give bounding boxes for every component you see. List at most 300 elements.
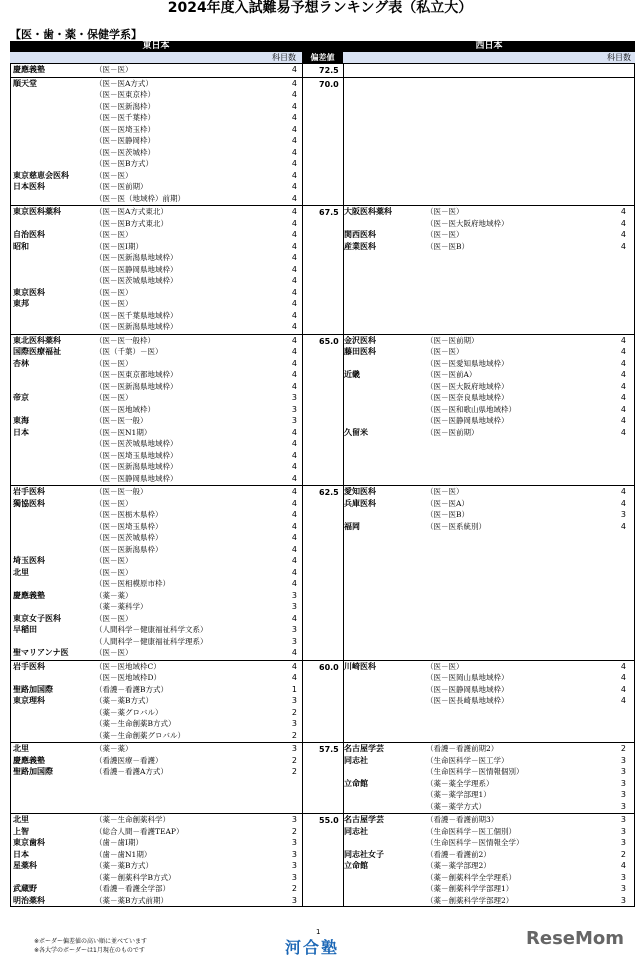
department-name: （医－医N1期） (95, 427, 152, 437)
university-name: 帝京 (13, 393, 29, 402)
subject-count: 4 (291, 673, 297, 682)
department-name: （医－医一般） (95, 487, 148, 496)
university-name: 東京医科 (13, 287, 45, 297)
table-row (13, 369, 303, 381)
department-name: （医－医奈良県地域枠） (426, 393, 509, 402)
subject-count: 4 (291, 241, 297, 251)
university-name: 東京歯科 (13, 838, 45, 847)
deviation-value: 65.0 (319, 336, 339, 346)
table-row (13, 287, 303, 299)
subject-count: 3 (291, 719, 297, 728)
department-name: （医－医） (95, 358, 133, 368)
department-name: （薬－薬全学理系） (426, 778, 494, 788)
subject-count: 4 (620, 370, 626, 379)
table-row (13, 241, 303, 253)
table-row (13, 860, 303, 872)
subject-count: 2 (291, 826, 297, 836)
table-row (13, 206, 303, 218)
university-name: 東邦 (13, 299, 29, 308)
university-name: 聖マリアンナ医 (13, 648, 69, 657)
table-row (13, 837, 303, 849)
table-row (344, 404, 636, 416)
university-name: 藤田医科 (344, 347, 376, 356)
table-row (344, 335, 636, 347)
university-name: 東京理科 (13, 696, 45, 705)
table-row (344, 743, 636, 755)
department-name: （医－医） (95, 556, 133, 565)
deviation-value: 72.5 (319, 66, 339, 75)
subject-count: 4 (620, 347, 626, 356)
department-name: （医－医前期） (95, 182, 148, 191)
subject-count: 1 (291, 684, 297, 694)
subject-count: 4 (620, 218, 626, 228)
department-name: （薬－薬学部理1） (426, 790, 491, 799)
table-row (13, 473, 303, 485)
department-name: （医－医） (95, 393, 133, 402)
subject-count: 4 (291, 473, 297, 483)
subject-count: 4 (620, 207, 626, 216)
east-column (13, 64, 303, 76)
department-name: （医－医新潟県地域枠） (95, 253, 178, 262)
department-name: （医－医A） (426, 498, 469, 508)
table-row (13, 613, 303, 625)
subject-count: 2 (291, 884, 297, 893)
university-name: 東海 (13, 416, 29, 425)
department-name: （医－医） (426, 230, 464, 239)
subject-count: 4 (291, 170, 297, 180)
subject-count: 2 (620, 744, 626, 753)
table-row (344, 837, 636, 849)
table-row (13, 218, 303, 230)
subject-count: 4 (291, 276, 297, 285)
department-name: （医－医栃木県枠） (95, 510, 163, 519)
west-header: 西日本 (343, 41, 635, 52)
table-row (13, 814, 303, 826)
department-name: （医－医前A） (426, 370, 477, 379)
department-name: （薬－薬学方式） (426, 801, 486, 811)
table-row (344, 872, 636, 884)
page-title: 2024年度入試難易予想ランキング表（私立大） (167, 0, 473, 16)
subject-count: 3 (291, 625, 297, 634)
subject-count: 4 (620, 230, 626, 239)
subject-count: 3 (291, 861, 297, 870)
subject-count: 3 (291, 815, 297, 824)
university-name: 名古屋学芸 (344, 744, 384, 753)
department-name: （医－医東京枠） (95, 90, 155, 99)
department-name: （医－医静岡枠） (95, 136, 155, 145)
deviation-value: 60.0 (319, 662, 339, 672)
subject-count: 4 (291, 310, 297, 320)
department-name: （薬－薬） (95, 590, 133, 600)
table-row (344, 509, 636, 521)
table-row (13, 707, 303, 719)
subject-count: 4 (291, 648, 297, 657)
subject-count: 4 (291, 521, 297, 531)
department-name: （医－医（地域枠）前期） (95, 193, 185, 203)
subject-count: 4 (620, 381, 626, 391)
subject-count: 4 (620, 404, 626, 414)
table-row (344, 346, 636, 358)
subject-count: 3 (620, 838, 626, 847)
subject-count: 4 (291, 159, 297, 168)
department-name: （医－医B） (426, 510, 470, 519)
department-name: （医－医A方式東北） (95, 207, 168, 216)
table-row (13, 532, 303, 544)
university-name: 大阪医科薬科 (344, 207, 392, 216)
subject-count: 4 (291, 124, 297, 134)
table-row (344, 369, 636, 381)
department-name: （薬－薬学部理2） (426, 861, 491, 870)
department-name: （医－医一般枠） (95, 335, 155, 345)
table-row (13, 450, 303, 462)
department-name: （薬－生命創薬グロバル） (95, 730, 185, 740)
university-name: 久留米 (344, 427, 368, 437)
department-name: （医－医茨城枠） (95, 147, 155, 157)
table-row (344, 672, 636, 684)
table-row (344, 521, 636, 533)
subject-count: 3 (291, 696, 297, 705)
west-column (344, 814, 636, 906)
university-name: 北里 (13, 815, 29, 824)
table-row (13, 193, 303, 205)
table-row (13, 358, 303, 370)
table-row (13, 438, 303, 450)
east-column (13, 335, 303, 485)
subject-count: 4 (620, 696, 626, 705)
department-name: （薬－生命創薬B方式） (95, 719, 176, 728)
subject-count: 3 (291, 838, 297, 847)
subject-count: 3 (620, 778, 626, 788)
table-row (344, 486, 636, 498)
university-name: 北里 (13, 744, 29, 753)
department-name: （薬－薬科学） (95, 602, 148, 611)
subject-count: 4 (291, 567, 297, 577)
university-name: 東京医科薬科 (13, 207, 61, 216)
deviation-group (10, 63, 635, 77)
section-title: 【医・歯・薬・保健学系】 (10, 28, 142, 41)
table-row (13, 578, 303, 590)
department-name: （医－医埼玉枠） (95, 124, 155, 134)
department-name: （看護医療－看護） (95, 755, 163, 765)
subject-count: 4 (291, 113, 297, 122)
subject-count: 3 (620, 815, 626, 824)
department-name: （医－医静岡県地域枠） (426, 416, 509, 425)
department-name: （医－医B方式東北） (95, 218, 169, 228)
department-name: （薬－創薬科学学部理2） (426, 895, 514, 905)
table-row (13, 229, 303, 241)
subject-count: 4 (620, 241, 626, 251)
department-name: （医－医相模原市枠） (95, 579, 170, 588)
department-name: （医－医埼玉県地域枠） (95, 450, 178, 460)
resemom-logo (526, 928, 624, 949)
subject-count: 4 (291, 230, 297, 239)
subject-count: 3 (291, 404, 297, 414)
department-name: （医－医千葉県地域枠） (95, 310, 178, 320)
university-name: 埼玉医科 (13, 556, 45, 565)
table-row (13, 181, 303, 193)
subject-count: 4 (291, 101, 297, 111)
table-row (344, 241, 636, 253)
footnotes (34, 937, 147, 955)
university-name: 東京慈恵会医科 (13, 170, 69, 180)
subject-count: 2 (620, 849, 626, 859)
subject-count: 3 (291, 744, 297, 753)
table-row (13, 335, 303, 347)
table-row (13, 124, 303, 136)
subject-count: 4 (291, 253, 297, 262)
table-row (13, 112, 303, 124)
department-name: （生命医科学－医工学） (426, 755, 509, 765)
department-name: （医－医茨城県地域枠） (95, 276, 178, 285)
table-row (13, 521, 303, 533)
university-name: 早稲田 (13, 625, 37, 634)
university-name: 星薬科 (13, 861, 37, 870)
department-name: （医－医大阪府地域枠） (426, 381, 509, 391)
subject-count: 4 (620, 861, 626, 870)
department-name: （医－医茨城県地域枠） (95, 439, 178, 448)
subject-count: 4 (291, 193, 297, 203)
subject-count: 4 (620, 521, 626, 531)
university-name: 立命館 (344, 861, 368, 870)
table-row (13, 101, 303, 113)
subject-count: 3 (620, 872, 626, 882)
table-row (13, 672, 303, 684)
university-name: 名古屋学芸 (344, 815, 384, 824)
department-name: （医－医Ⅰ期） (95, 241, 143, 251)
subject-count: 3 (291, 636, 297, 646)
subject-count: 3 (620, 895, 626, 905)
deviation-group (10, 77, 635, 206)
table-row (344, 895, 636, 907)
table-row (13, 883, 303, 895)
table-row (13, 486, 303, 498)
table-row (13, 647, 303, 659)
table-row (13, 170, 303, 182)
subject-count: 4 (291, 218, 297, 228)
department-name: （医－医新潟県枠） (95, 544, 163, 554)
table-row (344, 778, 636, 790)
university-name: 国際医療福祉 (13, 347, 61, 356)
department-name: （医－医静岡県地域枠） (95, 473, 178, 483)
table-row (344, 392, 636, 404)
subject-count: 4 (291, 544, 297, 554)
subject-count: 4 (291, 450, 297, 460)
department-name: （生命医科学－医情報個別） (426, 767, 524, 776)
department-name: （医－医地域枠D） (95, 673, 162, 682)
university-name: 同志社 (344, 826, 368, 836)
department-name: （医－医B方式） (95, 159, 154, 168)
department-name: （医－医前期） (426, 427, 479, 437)
subject-count: 4 (291, 182, 297, 191)
subject-count: 3 (620, 755, 626, 765)
department-name: （薬－創薬科学B方式） (95, 872, 176, 882)
department-name: （生命医科学－医情報全学） (426, 838, 524, 847)
subject-count: 4 (291, 533, 297, 542)
table-row (13, 346, 303, 358)
subject-count: 4 (291, 381, 297, 391)
department-name: （医－医） (426, 207, 464, 216)
subject-count: 3 (620, 801, 626, 811)
subject-count: 4 (291, 136, 297, 145)
department-name: （医－医岡山県地域枠） (426, 673, 509, 682)
page-number: 1 (316, 928, 321, 936)
university-name: 愛知医科 (344, 487, 376, 496)
table-row (13, 427, 303, 439)
table-row (13, 590, 303, 602)
department-name: （薬－薬B方式前期） (95, 895, 169, 905)
university-name: 杏林 (13, 358, 29, 368)
table-row (344, 229, 636, 241)
subject-count: 4 (291, 556, 297, 565)
table-row (344, 218, 636, 230)
subject-count: 2 (291, 730, 297, 740)
table-row (344, 206, 636, 218)
west-subheader (343, 52, 635, 63)
kawai-logo: 河合塾 (285, 938, 340, 957)
table-row (344, 860, 636, 872)
subject-count: 4 (620, 335, 626, 345)
table-row (344, 849, 636, 861)
university-name: 上智 (13, 826, 29, 836)
table-row (344, 381, 636, 393)
table-row (344, 766, 636, 778)
subject-count: 4 (291, 65, 297, 74)
university-name: 獨協医科 (13, 498, 45, 508)
east-column (13, 743, 303, 778)
deviation-header: 偏差値 (302, 52, 343, 63)
department-name: （医－医一般） (95, 416, 148, 425)
university-name: 川崎医科 (344, 661, 376, 671)
subject-count: 4 (291, 287, 297, 297)
department-name: （歯－歯Ⅰ期） (95, 838, 143, 847)
university-name: 東北医科薬科 (13, 335, 61, 345)
subject-count: 4 (620, 673, 626, 682)
table-row (13, 298, 303, 310)
table-row (13, 636, 303, 648)
deviation-value: 62.5 (319, 488, 339, 497)
subject-count: 4 (620, 661, 626, 671)
university-name: 順天堂 (13, 78, 37, 88)
table-row (13, 415, 303, 427)
footnote: ※ボーダー偏差値の高い順に並べています (34, 938, 148, 945)
table-row (13, 826, 303, 838)
department-name: （人間科学－健康福祉科学文系） (95, 625, 208, 634)
west-column (344, 206, 636, 252)
department-name: （医－医茨城県枠） (95, 533, 163, 542)
deviation-group (10, 205, 635, 334)
department-name: （医－医前期） (426, 335, 479, 345)
university-name: 東京女子医科 (13, 613, 61, 623)
department-name: （医－医） (95, 65, 133, 74)
subject-count: 4 (291, 207, 297, 216)
department-name: （医－医愛知県地域枠） (426, 358, 509, 368)
table-row (344, 755, 636, 767)
university-name: 昭和 (13, 241, 29, 251)
subject-count: 4 (620, 498, 626, 508)
east-column (13, 206, 303, 333)
university-name: 日本 (13, 427, 29, 437)
department-name: （医－医） (95, 170, 133, 180)
department-name: （看護－看護前期3） (426, 815, 499, 824)
department-name: （医－医静岡県地域枠） (426, 684, 509, 694)
university-name: 金沢医科 (344, 335, 376, 345)
deviation-group (10, 485, 635, 660)
table-row (13, 264, 303, 276)
department-name: （医－医新潟枠） (95, 101, 155, 111)
department-name: （医－医地域枠） (95, 404, 155, 414)
table-row (344, 695, 636, 707)
column-divider (343, 64, 344, 77)
department-name: （医－医） (426, 347, 464, 356)
department-name: （医－医静岡県地域枠） (95, 264, 178, 274)
table-row (13, 624, 303, 636)
department-name: （医－医） (95, 498, 133, 508)
table-row (13, 275, 303, 287)
university-name: 明治薬科 (13, 895, 45, 905)
department-name: （薬－薬グロバル） (95, 707, 163, 717)
department-name: （医－医新潟県地域枠） (95, 462, 178, 471)
table-row (13, 158, 303, 170)
table-row (13, 743, 303, 755)
subject-count: 4 (620, 416, 626, 425)
department-name: （医－医埼玉県枠） (95, 521, 163, 531)
department-name: （医－医東京都地域枠） (95, 370, 178, 379)
department-name: （医－医千葉枠） (95, 113, 155, 122)
west-subjects-label: 科目数 (607, 53, 631, 62)
subject-count: 4 (291, 579, 297, 588)
table-row (13, 895, 303, 907)
subject-count: 4 (291, 335, 297, 345)
table-row (13, 404, 303, 416)
department-name: （医－医） (95, 230, 133, 239)
university-name: 福岡 (344, 521, 360, 531)
footnote: ※各大学のボーダーは1月現在のものです (34, 947, 145, 954)
university-name: 近畿 (344, 370, 360, 379)
department-name: （医－医長崎県地域枠） (426, 696, 509, 705)
subject-count: 2 (291, 767, 297, 776)
university-name: 聖路加国際 (13, 684, 53, 694)
subject-count: 4 (291, 462, 297, 471)
department-name: （医（千葉）－医） (95, 347, 163, 356)
department-name: （看護－看護全学部） (95, 884, 170, 893)
deviation-group (10, 334, 635, 486)
west-column (344, 335, 636, 439)
university-name: 兵庫医科 (344, 498, 376, 508)
subject-count: 4 (291, 661, 297, 671)
table-row (13, 252, 303, 264)
table-row (13, 684, 303, 696)
department-name: （薬－創薬科学全学理系） (426, 872, 516, 882)
department-name: （医－医系統別） (426, 521, 486, 531)
subject-count: 4 (291, 299, 297, 308)
east-column (13, 814, 303, 906)
table-row (13, 695, 303, 707)
table-row (13, 766, 303, 778)
table-row (13, 718, 303, 730)
table-row (344, 883, 636, 895)
subject-count: 4 (620, 393, 626, 402)
table-row (13, 509, 303, 521)
department-name: （医－医大阪府地域枠） (426, 218, 509, 228)
table-row (13, 135, 303, 147)
table-row (344, 789, 636, 801)
table-row (344, 415, 636, 427)
subject-count: 4 (291, 147, 297, 157)
department-name: （医－医） (95, 613, 133, 623)
subject-count: 4 (620, 358, 626, 368)
department-name: （看護－看護前2） (426, 849, 491, 859)
department-name: （看護－看護B方式） (95, 684, 169, 694)
